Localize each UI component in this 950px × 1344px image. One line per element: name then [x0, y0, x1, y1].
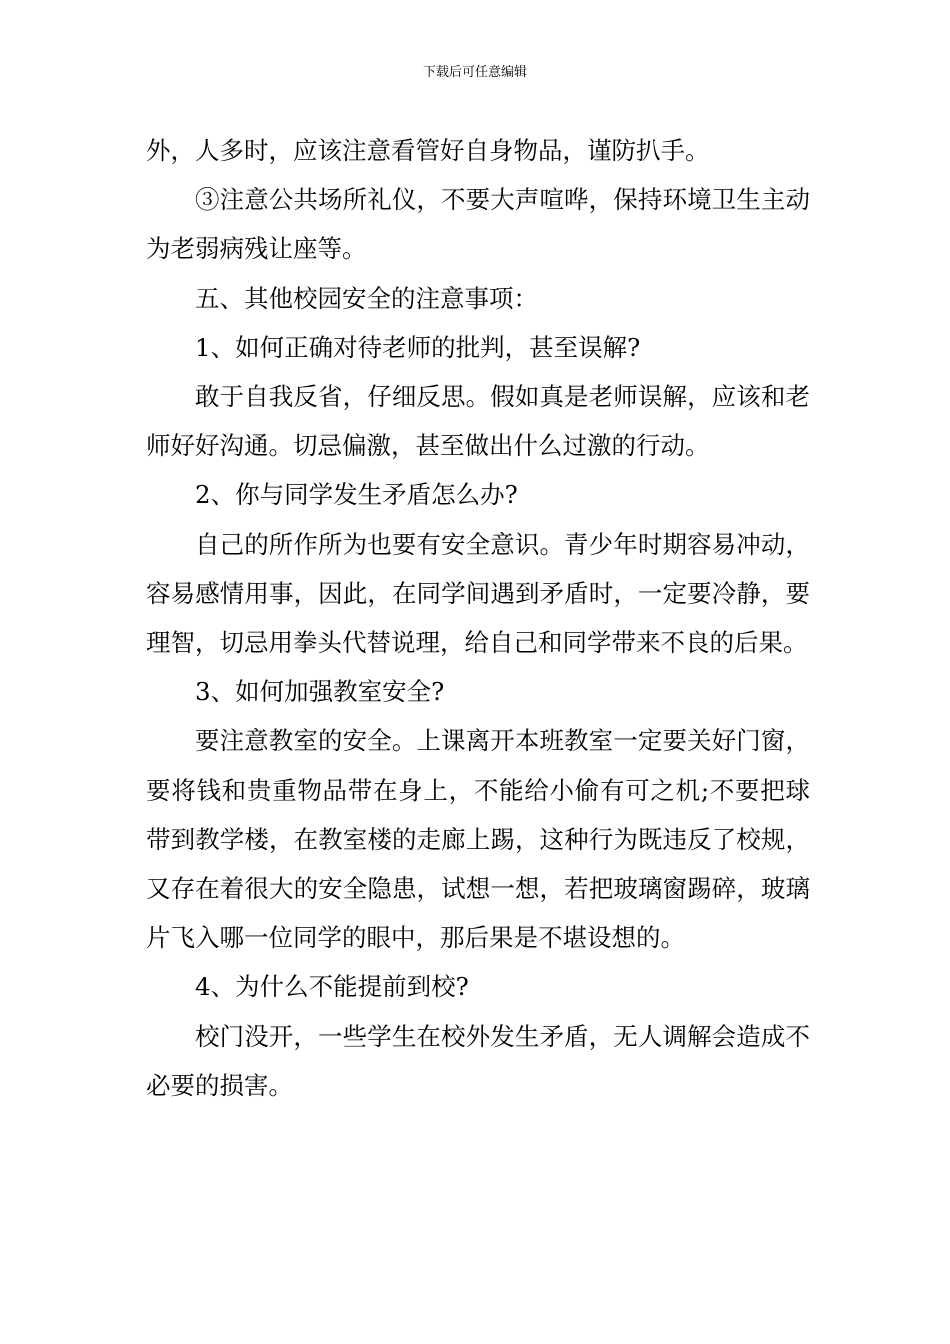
question-3: 3、如何加强教室安全?: [195, 677, 445, 707]
page-header: 下载后可任意编辑: [422, 65, 527, 80]
section-heading: 五、其他校园安全的注意事项：: [195, 283, 538, 313]
paragraph-etiquette: ③注意公共场所礼仪，不要大声喧哗，保持环境卫生主动为老弱病残让座等。: [146, 185, 810, 264]
question-4: 4、为什么不能提前到校?: [195, 972, 469, 1002]
answer-2: 自己的所作所为也要有安全意识。青少年时期容易冲动，容易感情用事，因此，在同学间遇到矛盾时，一定要冷静，要理智，切忌用拳头代替说理，给自己和同学带来不良的后果。: [146, 529, 810, 658]
answer-4: 校门没开，一些学生在校外发生矛盾，无人调解会造成不必要的损害。: [146, 1021, 810, 1100]
answer-3: 要注意教室的安全。上课离开本班教室一定要关好门窗，要将钱和贵重物品带在身上，不能给小偷有可之机;不要把球带到教学楼，在教室楼的走廊上踢，这种行为既违反了校规，又存在着很大的安全隐患，试想一想，若把玻璃窗踢碎，玻璃片飞入哪一位同学的眼中，那后果是不堪设想的。: [146, 726, 810, 953]
question-1: 1、如何正确对待老师的批判，甚至误解?: [195, 332, 641, 362]
answer-1: 敢于自我反省，仔细反思。假如真是老师误解，应该和老师好好沟通。切忌偏激，甚至做出什么过激的行动。: [146, 382, 810, 461]
paragraph-continued: 外，人多时，应该注意看管好自身物品，谨防扒手。: [146, 136, 710, 165]
question-2: 2、你与同学发生矛盾怎么办?: [195, 480, 518, 510]
document-body: [146, 126, 810, 1110]
